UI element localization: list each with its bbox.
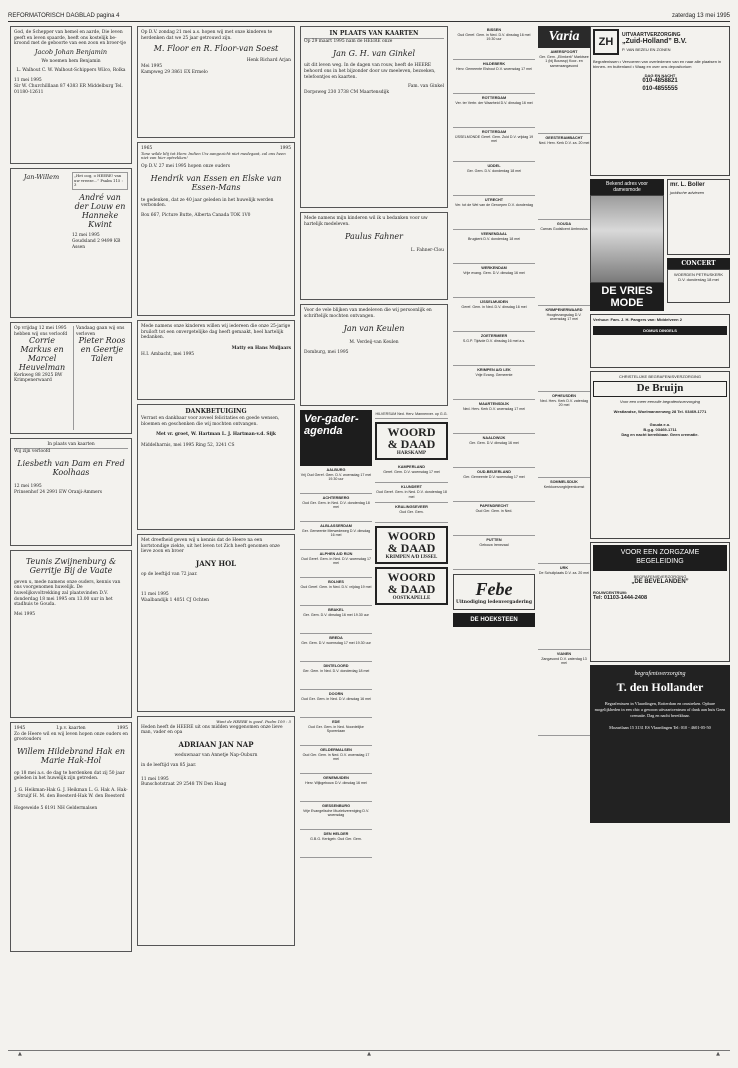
church-details: Oud Ger. Gem. in Ned. Noordelijke Sporenlaan: [308, 724, 364, 734]
church-entry: [300, 634, 372, 662]
birth-ad-benjamin: [10, 26, 132, 164]
church-name: EDE: [332, 720, 340, 724]
church-entry: [300, 830, 372, 858]
church-name: GOUDA: [556, 222, 572, 226]
church-name: MAARTENSDIJK: [478, 402, 510, 406]
ad-date: 11 mei 1995: [141, 776, 169, 782]
concert-label: CONCERT: [667, 258, 730, 269]
ad-name: Paulus Fahner: [345, 232, 403, 242]
church-name: VIANEN: [556, 652, 572, 656]
devries-ad: [590, 179, 664, 311]
church-name: GENEMUIDEN: [323, 776, 349, 780]
verhuur-ad: [590, 314, 730, 368]
church-details: De Schuilplaats D.V. za. 20 mei: [538, 570, 590, 575]
ad-signature: M. Verdeij-van Keulen: [349, 340, 399, 346]
gouda-tel: B.g.g. 03469-1711: [643, 426, 677, 432]
church-name: AMERSFOORT: [550, 50, 578, 54]
church-name: NAALDWIJK: [482, 436, 506, 440]
bruijn-logo: De Bruijn: [593, 381, 727, 397]
bevelanden-ad: [590, 542, 730, 662]
year-left: 1945: [14, 726, 26, 731]
ad-text: Op D.V. zondag 21 mei a.s. hopen wij met onze kinderen te herdenken dat we 25 jaar getrouwd zijn.: [141, 30, 273, 41]
church-name: WERKENDAM: [481, 266, 507, 270]
year-right: 1995: [279, 146, 291, 151]
page-header: [8, 8, 730, 22]
ad-age: in de leeftijd van 85 jaar.: [141, 762, 197, 768]
bev-sub: BEGRAFENISVERZORGING: [633, 573, 687, 579]
ad-parents: L. Walhout C. W. Walhout-Schippers Wilco, Rolka: [16, 68, 126, 74]
church-details: Geref. Gem. D.V. woensdag 17 mei: [383, 470, 440, 475]
ad-date: 12 mei 1995: [72, 233, 100, 239]
ad-place: Waalbandijk 1 4051 CJ Ochten: [141, 597, 210, 603]
church-name: HILDEBERK: [482, 62, 506, 66]
footer-mark: ▲: [716, 1051, 720, 1057]
ad-date: Mei 1995: [141, 63, 163, 69]
ad-place: Domburg, mei 1995: [304, 349, 349, 355]
death-ad-hol: [137, 534, 295, 712]
church-name: UTRECHT: [484, 198, 504, 202]
church-entry: [300, 746, 372, 774]
ad-date: Mei 1995: [14, 612, 36, 618]
ad-text: Heden heeft de HEERE uit ons midden weggenomen onze lieve man, vader en opa: [141, 724, 283, 736]
church-entry: [375, 483, 448, 503]
ad-head: I.p.v. kaarten: [56, 726, 86, 731]
woord-daad-logo-krimpen: [375, 526, 448, 564]
church-name: ROTTERDAM: [481, 130, 507, 134]
agenda-right: [375, 410, 448, 858]
church-entry: [453, 128, 535, 162]
church-name: GELDERMALSEN: [320, 748, 352, 752]
logo-word: WOORD: [387, 425, 436, 440]
church-entry: [453, 298, 535, 332]
church-entry: [300, 606, 372, 634]
ad-signature: Met vr. groet, W. Hartman L. J. Hartman-v.d. Sijk: [156, 432, 276, 438]
ad-text: Zo de Heere wil en wij leven hopen onze ouders en grootouders: [14, 731, 128, 743]
logo-place: KRIMPEN A/D IJSSEL: [385, 555, 438, 561]
column-6: [590, 26, 730, 1042]
ad-text: God, de Schepper van hemel en aarde, Die leven geeft en leven spaarde, heeft ons kostelijk be-kroond met de geboorte van een zoon en broer-tje: [14, 30, 127, 47]
church-name: IJSSELMUIDEN: [479, 300, 509, 304]
church-entry: [453, 366, 535, 400]
ad-address: Middelharnis, mei 1995 Ring 52, 3241 CS: [141, 442, 235, 448]
church-details: Kerkkoerzorgbijeenkomst: [543, 484, 585, 489]
birth-ad-jan-willem: [10, 168, 132, 318]
church-entry: [375, 463, 448, 483]
church-entry: [453, 434, 535, 468]
church-entry: [300, 550, 372, 578]
church-entry: [453, 502, 535, 536]
ad-address: Prinsenhof 24 2991 EW Oranji-Ammers: [14, 489, 102, 495]
febe-ad: [453, 574, 535, 610]
church-details: Oud Geref. Gem. in Ned. D.V. vrijdag 19 mei: [300, 584, 372, 589]
ad-text: geven u, mede namens onze ouders, kennis van ons voorgenomen huwelijk. De huwelijksvoltrekking zal plaatsvinden D.V. donderdag 18 mei 1995 om 13.00 uur in het stadhuis te Gouda.: [14, 579, 121, 608]
hollander-name: T. den Hollander: [616, 680, 704, 695]
church-name: GEESTERAMBACHT: [545, 136, 583, 140]
devries-logo-1: DE VRIES: [601, 285, 653, 297]
devries-logo-2: MODE: [610, 297, 644, 310]
u-list: Begrafenissen • Vervoeren van overledenen van en naar alle plaatsen in binnen- en buitenland • Waag en over ons depositorium: [593, 59, 722, 69]
church-name: KRIMPEN A/D LEK: [477, 368, 511, 372]
woord-daad-logo-oostkapelle: [375, 567, 448, 605]
church-entry: [538, 564, 590, 650]
ad-address: Hogeweide 5 6191 NH Geldermalsen: [14, 805, 98, 811]
hollander-sub: Begrafenissen in Vlaardingen, Rotterdam en omstreken. Opbare mogelijkheden in een chic a gewoon uitvaartcentrum of dank aan huis Geen crematie. Dag en nacht bereikbaar.: [594, 701, 726, 719]
column-5: [538, 26, 590, 1042]
church-name: KAMPERLAND: [398, 465, 425, 470]
ad-text: Op 29 maart 1995 nam de HEERE onze: [304, 38, 393, 44]
agenda-left: [300, 410, 372, 858]
church-details: Ger. Gem. „Elimkerk” Marktsee 1 (bij Bouwsp) Koor- en samenzangavond: [539, 54, 589, 68]
ad-body: uit dit leven weg. In de dagen van rouw, heeft de HEERE behoord ons in het bijzonder door uw meeleven, bezoeken, telefoontjes en kaarten.: [304, 63, 436, 80]
church-details: G.B.G. Kerkgeb. Oud Ger. Gem.: [310, 836, 362, 841]
church-name: VEENENDAAL: [480, 232, 508, 236]
church-name: SOMMELSDIJK: [550, 480, 578, 484]
church-details: Vrije Evang. Gemeente: [475, 372, 513, 377]
anniversary-ad-van-essen: [137, 142, 295, 316]
rouw-label: ROUWCENTRUM:: [593, 590, 627, 596]
verhuur-text: Verhuur: Fam. J. H. Pangers van: Middelveen 2: [593, 317, 682, 323]
church-name: DINTELOORD: [323, 664, 349, 668]
ad-head: DANKBETUIGING: [185, 408, 247, 415]
ad-text2: op 18 mei a.s. de dag te herdenken dat zij 50 jaar geleden in het huwelijk zijn getreden.: [14, 770, 125, 782]
church-details: Brugkerk D.V. donderdag 18 mei: [467, 236, 520, 241]
ad-name: Jan-Willem: [23, 173, 60, 181]
hoeksteen-ad: DE HOEKSTEEN: [453, 613, 535, 627]
ad-text: Verrast en dankbaar voor zoveel felicitaties en goede wensen, bloemen en geschenken die wij mochten ontvangen.: [141, 415, 280, 427]
church-entry: [538, 48, 590, 134]
row-devries-boller: [590, 179, 730, 311]
church-name: GIESSENBURG: [321, 804, 351, 808]
u-sub: P. VAN BEZEU EN ZONEN: [622, 47, 671, 52]
rouw-tel: Tel: 01103-1444-2408: [593, 595, 648, 602]
church-entry: [453, 230, 535, 264]
ad-text: Op vrijdag 12 mei 1995 hebben wij ons verloofd: [14, 326, 68, 337]
ad-names: Teunis Zwijnenburg & Gerritje Bij de Vaate: [25, 557, 117, 575]
anniversary-ad-floor: [137, 26, 295, 138]
den-hollander-ad: [590, 665, 730, 823]
page-footer: [8, 1050, 730, 1062]
ad-name: Jacob Johan Benjamin: [34, 48, 108, 57]
ad-names: Matty en Hans Muljaars: [231, 346, 291, 352]
ad-children: Henk Richard Arjan: [246, 58, 291, 64]
thanks-ad-muljaars: [137, 320, 295, 400]
u-name: „Zuid-Holland” B.V.: [622, 38, 687, 46]
bruijn-head: CHRISTELIJKE BEGRAFENISVERZORGING: [618, 374, 701, 380]
church-name: ALPHEN A/D RIJN: [319, 552, 353, 556]
church-details: IJSSELMONDE Geref. Gem. Zuid D.V. vrijdag 19 mei: [454, 134, 534, 144]
ad-sub: Wij zijn verloofd: [14, 448, 51, 454]
church-name: UDDEL: [487, 164, 501, 168]
ad-names: M. Floor en R. Floor-van Soest: [153, 44, 279, 54]
logo-daad: & DAAD: [387, 582, 436, 597]
church-details: Ger. Gem. D.V. dinsdag 16 mei: [469, 440, 519, 445]
column-2: [137, 26, 295, 1042]
boller-concert: [667, 179, 730, 311]
zh-logo-icon: ZH: [593, 29, 619, 55]
ad-date: 11 mei 1995: [141, 591, 169, 597]
ad-address: Kerkweg 88 2925 BW Krimpenerwaard: [14, 372, 63, 384]
church-entry: [538, 650, 590, 736]
de-bruijn-ad: [590, 371, 730, 539]
wedding-ad-zwijnenburg: [10, 550, 132, 718]
church-entry: [538, 478, 590, 564]
u-tel1: 010-4858821: [642, 78, 678, 84]
church-name: BOLNES: [328, 580, 344, 584]
ad-text: Mede namens mijn kinderen wil ik u bedanken voor uw hartelijk medeleven.: [304, 216, 428, 227]
church-details: Vrij Oud Geref. Gem. D.V. woensdag 17 mei 19.30 uur: [300, 472, 372, 482]
boller-sub: juridische adviezen: [670, 189, 705, 195]
ad-head: IN PLAATS VAN KAARTEN: [304, 30, 444, 39]
ad-sub: weduwnaar van Annetje Nap-Ouburn: [174, 753, 258, 759]
ad-text2: te gedenken, dat ze 40 jaar geleden in het huwelijk werden verbonden.: [141, 197, 274, 209]
ad-address: Sir W. Churchilllaan 87 4383 ER Middelburg Tel. 01180-12611: [14, 83, 123, 95]
church-name: DOORN: [328, 692, 344, 696]
woord-daad-logo-harskamp: [375, 422, 448, 460]
year-left: 1965: [141, 146, 153, 151]
church-entry: [300, 662, 372, 690]
column-3: [300, 26, 448, 1042]
church-entry: [453, 536, 535, 570]
church-name: KRALINGSEVEER: [395, 505, 428, 510]
church-entry: [453, 26, 535, 60]
agenda-section: [300, 410, 448, 858]
church-entry: [538, 306, 590, 392]
church-entry: [300, 494, 372, 522]
concert-sub: WOERDEN PETRUSKERK D.V. donderdag 18 mei: [667, 269, 730, 303]
footer-mark: ▲: [367, 1051, 371, 1057]
bekend-label: Bekend adres voor damesmode: [590, 179, 664, 195]
church-entry: [300, 466, 372, 494]
header-left: REFORMATORISCH DAGBLAD pagina 4: [8, 13, 120, 19]
church-details: Ned. Herv. Kerk D.V. za. 20 mei: [538, 140, 590, 145]
ad-address: Dorpsweg 230 3738 CM Maartensdijk: [304, 90, 389, 96]
church-details: Ned. Herv. Kerk D.V. zaterdag 20 mei: [540, 398, 588, 408]
church-entry: [300, 578, 372, 606]
logo-word: WOORD: [387, 529, 436, 544]
ad-text: Mede namens onze kinderen willen wij iedereen die onze 25-jarige bruiloft tot een onvergetelijke dag heeft gemaakt, heel hartelijk bedanken.: [141, 324, 291, 341]
church-entry: [453, 94, 535, 128]
ad-names: Hendrik van Essen en Elske van Essen-Mans: [150, 173, 282, 192]
febe-logo: Febe: [475, 579, 513, 599]
church-details: Ger. Gem. in Ned. D.V. donderdag 18 mei: [302, 668, 370, 673]
church-details: Oud Ger. Gem. in Ned.: [475, 508, 513, 513]
ad-name: ADRIAAN JAN NAP: [178, 740, 254, 750]
logo-daad: & DAAD: [387, 541, 436, 556]
church-entry: [300, 522, 372, 550]
church-name: KLUNDERT: [401, 485, 422, 490]
church-name: PUTTEN: [486, 538, 502, 542]
gouda-label: Gouda e.o.: [649, 421, 671, 427]
ad-name: JANY HOL: [195, 559, 237, 569]
thanks-ad-hartman: [137, 404, 295, 530]
ad-head: In plaats van kaarten: [14, 442, 128, 449]
church-name: OUD-BEIJERLAND: [477, 470, 511, 474]
ad-address: Box 667, Picture Butte, Alberta Canada TOK 1V0: [141, 212, 251, 218]
death-ad-nap: [137, 716, 295, 946]
hollander-head: begrafenisverzorging: [634, 671, 686, 678]
church-details: Ned. Herv. Kerk D.V. woensdag 17 mei: [462, 406, 526, 411]
church-entry: [453, 468, 535, 502]
ad-name: Jan G. H. van Ginkel: [332, 48, 416, 58]
ad-signature: Fam. van Ginkel: [407, 84, 444, 90]
ad-sub: We noemen hem Benjamin: [41, 58, 101, 64]
church-name: KRIMPENERWAARD: [545, 308, 583, 312]
church-details: S.G.P. Tijdvde D.V. dinsdag 16 mei a.s.: [462, 338, 526, 343]
ad-names: Liesbeth van Dam en Fred Koolhaas: [17, 459, 125, 478]
church-entry: [453, 196, 535, 230]
logo-word: WOORD: [387, 570, 436, 585]
bev-name: „DE BEVELANDEN”: [631, 578, 689, 585]
church-details: Oud Ger. Gem. in Ned. D.V. woensdag 17 mei: [302, 752, 370, 762]
church-name: ZOETERMEER: [480, 334, 508, 338]
year-right: 1995: [116, 726, 128, 731]
bruijn-tel: Westlandse, Woelmannenweg 28 Tel. 03469-1771: [613, 408, 707, 414]
church-name: URK: [559, 566, 569, 570]
church-details: Carnas Godslicent Ambrosius: [540, 226, 588, 231]
ad-children: J. G. Heikman-Hak G. J. Heikman L. G. Hak A. Hak-Struijf H. M. den Boesterd-Hak W. den Boesterd: [14, 788, 128, 799]
church-name: ROTTERDAM: [481, 96, 507, 100]
ad-names: Willem Hildebrand Hak en Marie Hak-Hol: [16, 747, 126, 765]
ad-age: op de leeftijd van 72 jaar.: [141, 572, 198, 578]
footer-mark: ▲: [18, 1051, 22, 1057]
ad-names: André van der Louw en Hanneke Kwint: [74, 193, 126, 229]
church-details: Vrije evang. Gem. D.V. dinsdag 16 mei: [463, 270, 525, 275]
church-name: PAPENDRECHT: [479, 504, 509, 508]
header-right: zaterdag 13 mei 1995: [671, 13, 730, 19]
ad-quote: „Het oog, o HEERE! van uw vreeze...” Psalm 115 : 3: [72, 172, 128, 190]
agenda-church-list-2: [375, 463, 448, 523]
engagement-ad-liesbeth: [10, 438, 132, 546]
ad-names: Corrie Markus en Marcel Heuvelman: [18, 336, 66, 372]
thanks-ad-van-ginkel: [300, 26, 448, 208]
church-entry: [300, 718, 372, 746]
varia-logo: Varia: [538, 26, 590, 48]
logo-place: OOSTKAPELLE: [392, 596, 431, 602]
church-entry: [538, 220, 590, 306]
agenda-hilversum: HILVERSUM Ned. Herv. Mannenver. op G.G.: [375, 410, 448, 419]
dingels-label: DOMUS DINGELS: [593, 326, 727, 335]
church-details: Herv. Gemeente Elshout D.V. woensdag 17 mei: [456, 66, 532, 71]
church-entry: [538, 392, 590, 478]
ad-text: Met dreefheid geven wij u kennis dat de Heere na een kortstondige ziekte, uit het leven tot Zich heeft genomen onze lieve zoon en broer: [141, 538, 280, 555]
church-details: Ger. Gem. D.V. dinsdag 16 mei 19.30 uur: [303, 612, 369, 617]
thanks-ad-van-keulen: [300, 304, 448, 406]
ad-address: Goudsland 2 9499 KB Assen: [72, 239, 121, 250]
church-name: BISSEN: [486, 28, 502, 32]
church-entry: [300, 690, 372, 718]
thanks-ad-fahner: [300, 212, 448, 300]
church-entry: [375, 503, 448, 523]
church-name: ALBLASSERDAM: [320, 524, 352, 528]
varia-list: [538, 48, 590, 736]
church-name: BRAKEL: [328, 608, 344, 612]
ad-address: Bunschotstraat 29 2548 TN Den Haag: [141, 782, 227, 788]
ad-quote: Want de HEERE is goed. Psalm 100 : 5: [216, 719, 291, 724]
ad-quote: Tone wilde blij tot Hem: Indien Uw aangezicht niet medegaat, zal ons heen niet van hier optrekken!: [141, 150, 286, 161]
church-details: Herv. Wijkgebouw D.V. dinsdag 16 mei: [305, 780, 367, 785]
ad-signature: L. Fahner-Clou: [410, 248, 444, 254]
church-name: DEN HELDER: [323, 832, 349, 836]
ad-names: Pieter Roos en Geertje Talen: [78, 336, 126, 364]
ad-address: Kampweg 29 3861 EX Ermelo: [141, 69, 208, 75]
church-entry: [453, 264, 535, 298]
column-1: [10, 26, 132, 1042]
church-name: BREDA: [329, 636, 343, 640]
agenda-title: Ver-gader-agenda: [300, 410, 372, 466]
church-details: Oud Ger. Gem. in Ned. D.V. donderdag 18 mei: [302, 500, 370, 510]
ad-text: Vandaag gaan wij ons verloven: [76, 326, 125, 337]
church-details: Ger. Gemeente Merwedeweg D.V. dinsdag 16 mei: [301, 528, 371, 538]
church-details: Gebouw Irenezaal: [479, 542, 509, 547]
ad-text: Op D.V. 27 mei 1995 hopen onze ouders: [141, 164, 230, 170]
church-name: OPHEUSDEN: [551, 394, 577, 398]
church-entry: [538, 134, 590, 220]
church-list-right: [453, 26, 535, 570]
church-details: Ger. Gem. D.V. donderdag 18 mei: [466, 168, 522, 173]
ad-name: Jan van Keulen: [343, 324, 405, 334]
logo-place: HARSKAMP: [396, 451, 427, 457]
church-details: Ver. tot de Wel van de Geroepen D.V. donderdag: [455, 202, 533, 207]
febe-sub: Uitnodiging ledenvergadering: [456, 600, 532, 605]
bruijn-sub: Voor een meer eervolle begrafenisverzorging: [620, 398, 700, 404]
column-4: [453, 26, 535, 1042]
ad-text: Voor de vele blijken van medeleven die wij persoonlijk en schriftelijk mochten ontvangen.: [304, 308, 432, 319]
church-entry: [300, 774, 372, 802]
church-details: Ger. Gem. D.V. woensdag 17 mei 19.30 uur: [301, 640, 371, 645]
church-details: Ver. ter Verbr. der Waarheid D.V. dinsdag 16 mei: [455, 100, 533, 105]
church-details: Oud Geref. Gem. in Ned. D.V. woensdag 17 mei: [301, 556, 371, 566]
church-entry: [453, 60, 535, 94]
boller-name: mr. L. Boller: [670, 182, 705, 188]
church-details: Oud Geref. Gem. in Ned. D.V. donderdag 18 mei: [376, 490, 447, 499]
uitvaart-zuid-holland-ad: [590, 26, 730, 176]
model-photo: [590, 195, 664, 283]
hollander-addr: Mozartlaan 15 3131 ES Vlaardingen Tel: 010 - 4601-05-50: [609, 725, 711, 731]
church-entry: [453, 332, 535, 366]
church-details: Oud Ger. Gem.: [399, 510, 424, 515]
church-details: Vrije Evangelische Muziekvereniging D.V. woensdag: [302, 808, 370, 818]
church-entry: [453, 162, 535, 196]
ad-address: H.I. Ambacht, mei 1995: [141, 351, 195, 357]
engagement-ads: [10, 322, 132, 434]
zorg-label: VOOR EEN ZORGZAME BEGELEIDING: [593, 545, 727, 571]
ad-date: 11 mei 1995: [14, 78, 42, 84]
anniversary-ad-hak: [10, 722, 132, 952]
church-details: Oud Geref. Gem. in Ned. D.V. dinsdag 16 mei 19.30 uur: [457, 32, 531, 42]
church-entry: [453, 400, 535, 434]
church-entry: [300, 802, 372, 830]
church-details: Zangavond D.V. zaterdag 13 mei: [541, 656, 587, 666]
church-name: ACHTERBERG: [322, 496, 350, 500]
u-title: UITVAARTVERZORGING: [622, 32, 681, 38]
u-tel2: 010-4855555: [642, 85, 678, 92]
church-details: Oud Ger. Gem. in Ned. D.V. dinsdag 16 mei: [301, 696, 371, 701]
u-day: DAG EN NACHT: [644, 73, 676, 78]
logo-daad: & DAAD: [387, 437, 436, 452]
ad-date: 12 mei 1995: [14, 484, 42, 490]
church-name: AALBURG: [326, 468, 346, 472]
bruijn-dag: Dag en nacht bereikbaar. Geen crematie.: [621, 431, 699, 437]
church-details: Geref. Gem. in Ned. D.V. dinsdag 16 mei: [461, 304, 527, 309]
agenda-church-list: [300, 466, 372, 858]
church-details: Ger. Gemeente D.V. woensdag 17 mei: [463, 474, 525, 479]
church-details: Hoogtezangsdag D.V. woensdag 17 mei: [546, 312, 582, 322]
